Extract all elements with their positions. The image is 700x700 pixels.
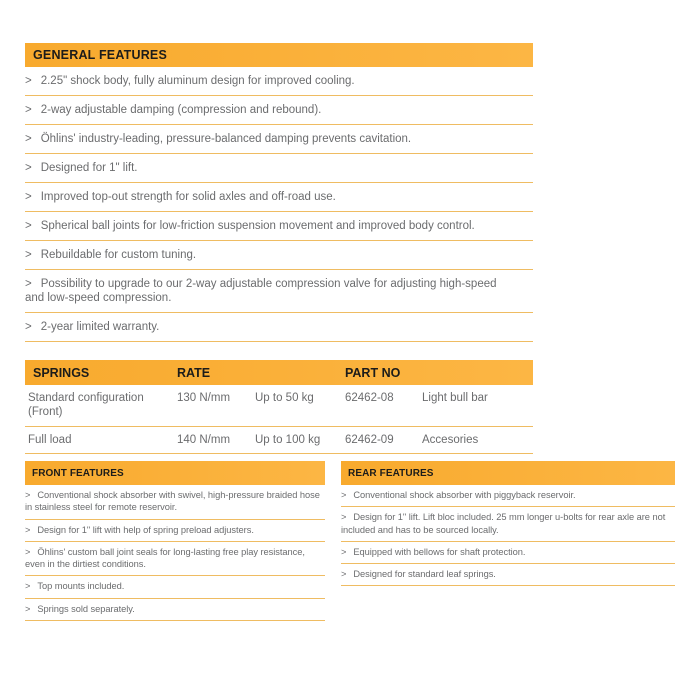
spring-rate: 130 N/mm [177, 392, 231, 404]
chevron-bullet: > [25, 278, 32, 291]
feature-item [25, 520, 325, 542]
feature-text: 2-way adjustable damping (compression and rebound). [40, 104, 322, 117]
feature-item [25, 183, 533, 212]
spring-load: Up to 100 kg [255, 433, 321, 446]
rear-features-header [341, 461, 675, 485]
general-features-list [25, 67, 533, 342]
column-header-springs: SPRINGS [33, 365, 90, 380]
spring-load: Up to 50 kg [255, 392, 314, 404]
feature-item [341, 564, 675, 586]
chevron-bullet: > [25, 191, 32, 204]
chevron-bullet: > [25, 162, 32, 175]
feature-text: 2-year limited warranty. [40, 321, 160, 334]
chevron-bullet: > [25, 133, 32, 146]
feature-item [25, 576, 325, 598]
feature-text: Possibility to upgrade to our 2-way adjustable compression valve for adjusting high-speed and low-speed compression. [25, 278, 497, 305]
springs-table-header [25, 360, 533, 385]
feature-text: Top mounts included. [37, 581, 125, 592]
general-features-header [25, 43, 533, 67]
rear-features-title: REAR FEATURES [348, 467, 434, 479]
feature-text: Improved top-out strength for solid axles and off-road use. [40, 191, 336, 204]
feature-item [25, 212, 533, 241]
feature-item [25, 241, 533, 270]
spring-note: Light bull bar [422, 392, 488, 404]
chevron-bullet: > [25, 249, 32, 262]
rear-features-list [341, 485, 675, 586]
feature-item [25, 542, 325, 577]
front-features-title: FRONT FEATURES [32, 467, 124, 479]
spring-name: Standard configuration (Front) [28, 392, 144, 419]
feature-text: 2.25" shock body, fully aluminum design for improved cooling. [40, 75, 355, 87]
feature-item [25, 270, 533, 313]
feature-text: Conventional shock absorber with piggyback reservoir. [353, 490, 576, 500]
chevron-bullet: > [25, 321, 32, 334]
spring-rate: 140 N/mm [177, 433, 231, 446]
feature-item [25, 96, 533, 125]
feature-text: Öhlins' industry-leading, pressure-balanced damping prevents cavitation. [40, 133, 412, 146]
chevron-bullet: > [341, 569, 347, 580]
feature-item [341, 542, 675, 564]
column-header-part-no: PART NO [345, 365, 401, 380]
table-row [25, 385, 533, 427]
chevron-bullet: > [341, 512, 347, 523]
table-row [25, 427, 533, 454]
feature-item [25, 67, 533, 96]
spring-name: Full load [28, 433, 72, 446]
feature-item [25, 599, 325, 621]
feature-text: Spherical ball joints for low-friction suspension movement and improved body control. [40, 220, 475, 233]
general-features-section [25, 43, 533, 342]
front-features-header [25, 461, 325, 485]
front-features-list [25, 485, 325, 621]
chevron-bullet: > [25, 220, 32, 233]
chevron-bullet: > [25, 603, 31, 614]
feature-text: Design for 1" lift with help of spring preload adjusters. [37, 524, 254, 535]
feature-item [25, 485, 325, 520]
feature-item [341, 507, 675, 542]
spring-part-no: 62462-09 [345, 433, 394, 446]
front-features-section [25, 461, 325, 621]
feature-text: Rebuildable for custom tuning. [40, 249, 197, 262]
chevron-bullet: > [25, 524, 31, 535]
rear-features-section [341, 461, 675, 586]
spring-part-no: 62462-08 [345, 392, 394, 404]
feature-text: Öhlins' custom ball joint seals for long-lasting free play resistance, even in the dirtiest conditions. [25, 546, 305, 570]
chevron-bullet: > [25, 490, 31, 500]
springs-table-section [25, 360, 533, 454]
feature-item [25, 154, 533, 183]
chevron-bullet: > [25, 75, 32, 87]
chevron-bullet: > [341, 546, 347, 557]
feature-item [341, 485, 675, 507]
feature-text: Springs sold separately. [37, 603, 135, 614]
feature-text: Equipped with bellows for shaft protection. [353, 546, 526, 557]
feature-text: Designed for standard leaf springs. [353, 569, 496, 580]
feature-text: Conventional shock absorber with swivel, high-pressure braided hose in stainless steel for remote reservoir. [25, 490, 320, 513]
chevron-bullet: > [25, 581, 31, 592]
feature-text: Design for 1" lift. Lift bloc included. 25 mm longer u-bolts for rear axle are not included and has to be sourced locally. [341, 512, 666, 535]
feature-item [25, 313, 533, 342]
chevron-bullet: > [25, 546, 31, 557]
feature-text: Designed for 1" lift. [40, 162, 138, 175]
chevron-bullet: > [341, 490, 347, 500]
feature-item [25, 125, 533, 154]
general-features-title: GENERAL FEATURES [33, 48, 167, 62]
column-header-rate: RATE [177, 365, 211, 380]
chevron-bullet: > [25, 104, 32, 117]
spring-note: Accesories [422, 433, 479, 446]
